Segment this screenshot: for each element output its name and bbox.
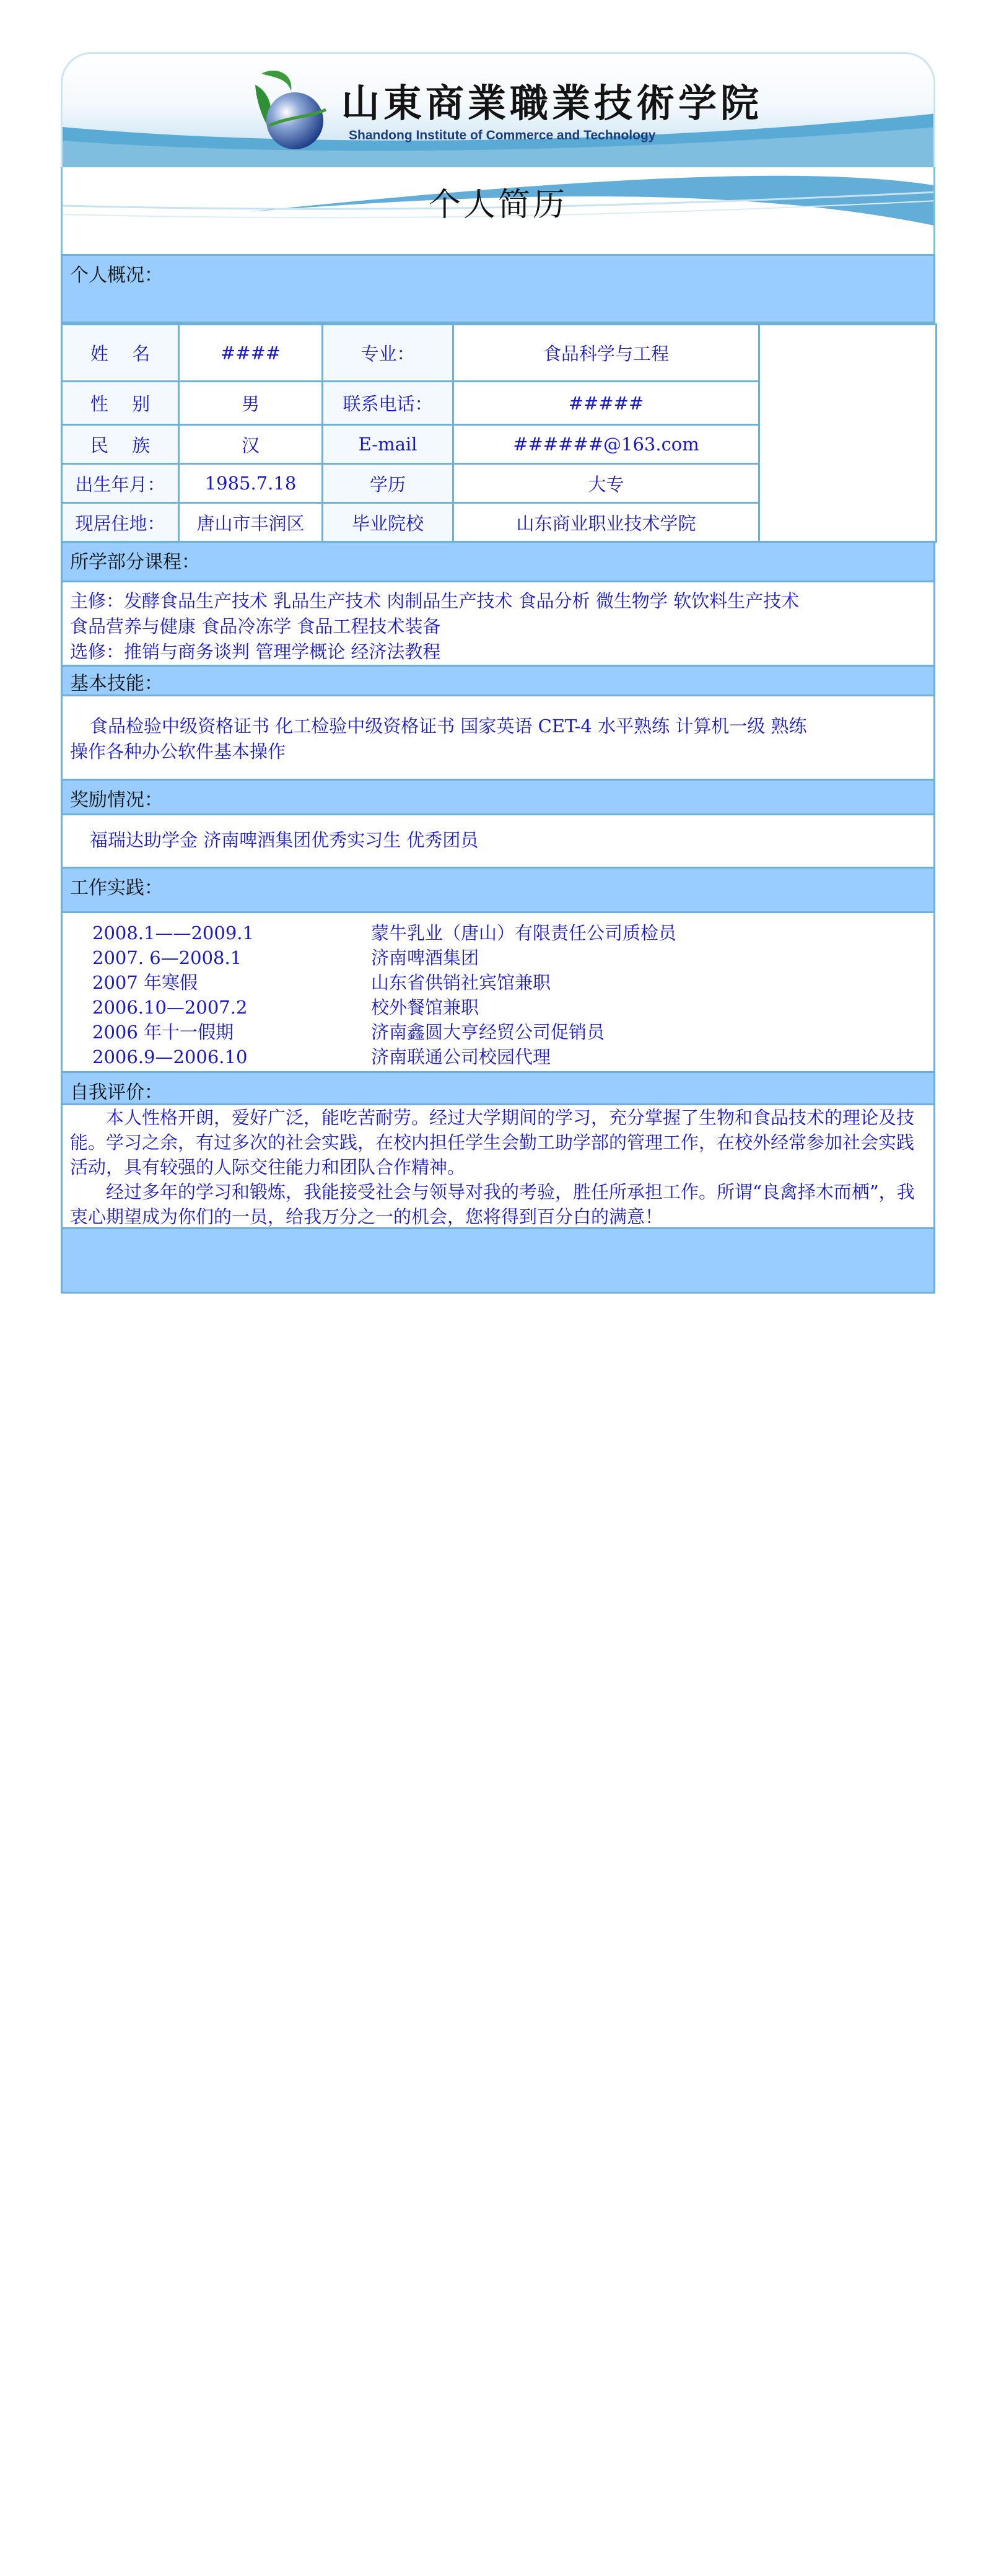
name-value: #### bbox=[179, 325, 323, 382]
self-eval-paragraph: 本人性格开朗，爱好广泛，能吃苦耐劳。经过大学期间的学习，充分掌握了生物和食品技术的理论及技能。学习之余，有过多次的社会实践，在校内担任学生会勤工助学部的管理工作，在校外经常参加社会实践活动，具有较强的人际交往能力和团队合作精神。 bbox=[70, 1107, 915, 1178]
section-title-overview: 个人概况： bbox=[70, 265, 163, 286]
section-bar-work bbox=[61, 869, 935, 913]
gender-value: 男 bbox=[179, 382, 323, 425]
work-row bbox=[70, 970, 926, 995]
section-bar-skills bbox=[61, 667, 935, 696]
skills-line: 食品检验中级资格证书 化工检验中级资格证书 国家英语 CET-4 水平熟练 计算机一级 熟练 bbox=[90, 716, 807, 737]
page-title: 个人简历 bbox=[428, 186, 567, 224]
name-label: 姓 名 bbox=[62, 325, 179, 382]
school-value: 山东商业职业技术学院 bbox=[453, 503, 759, 542]
section-bar-overview bbox=[61, 254, 935, 323]
ethnic-label: 民 族 bbox=[62, 425, 179, 464]
work-row bbox=[70, 1020, 926, 1045]
skills-box bbox=[61, 696, 935, 781]
work-row bbox=[70, 921, 926, 945]
birth-value: 1985.7.18 bbox=[179, 464, 323, 503]
resume-sheet bbox=[61, 52, 935, 1294]
work-row bbox=[70, 945, 926, 970]
section-title-courses: 所学部分课程： bbox=[70, 551, 200, 573]
address-label: 现居住地： bbox=[62, 503, 179, 542]
major-value: 食品科学与工程 bbox=[453, 325, 759, 382]
self-eval-paragraph-2: 经过多年的学习和锻炼，我能接受社会与领导对我的考验，胜任所承担工作。所谓“良禽择木而栖”，我衷心期望成为你们的一员，给我万分之一的机会，您将得到百分白的满意！ bbox=[70, 1181, 915, 1227]
phone-label: 联系电话： bbox=[323, 382, 453, 425]
self-eval-box bbox=[61, 1105, 935, 1229]
section-bar-self-eval bbox=[61, 1073, 935, 1105]
section-bar-courses bbox=[61, 543, 935, 582]
major-label: 专业： bbox=[323, 325, 453, 382]
school-name-chinese: 山東商業職業技術学院 bbox=[341, 81, 763, 126]
work-row bbox=[70, 1045, 926, 1069]
education-label: 学历 bbox=[323, 464, 453, 503]
work-place: 校外餐馆兼职 bbox=[371, 997, 479, 1018]
awards-box bbox=[61, 815, 935, 869]
elective-courses-line: 选修：推销与商务谈判 管理学概论 经济法教程 bbox=[70, 641, 441, 662]
email-value: ######@163.com bbox=[453, 425, 759, 464]
section-title-self-eval: 自我评价： bbox=[70, 1082, 163, 1103]
work-date: 2007 年寒假 bbox=[92, 972, 198, 993]
header-banner bbox=[61, 52, 935, 167]
ethnic-value: 汉 bbox=[179, 425, 323, 464]
gender-label: 性 别 bbox=[62, 382, 179, 425]
section-title-skills: 基本技能： bbox=[70, 673, 163, 694]
courses-box bbox=[61, 582, 935, 667]
work-date: 2006.9—2006.10 bbox=[92, 1046, 248, 1067]
section-bar-awards bbox=[61, 781, 935, 815]
work-date: 2006.10—2007.2 bbox=[92, 997, 248, 1018]
work-place: 山东省供销社宾馆兼职 bbox=[371, 972, 551, 993]
major-courses-line: 主修：发酵食品生产技术 乳品生产技术 肉制品生产技术 食品分析 微生物学 软饮料生产技术 bbox=[70, 590, 800, 611]
title-area bbox=[61, 167, 935, 254]
work-place: 济南啤酒集团 bbox=[371, 947, 479, 968]
work-place: 蒙牛乳业（唐山）有限责任公司质检员 bbox=[371, 922, 677, 944]
email-label: E-mail bbox=[323, 425, 453, 464]
major-courses-line-2: 食品营养与健康 食品冷冻学 食品工程技术装备 bbox=[70, 616, 441, 637]
work-place: 济南鑫圆大亨经贸公司促销员 bbox=[371, 1022, 605, 1043]
skills-line-2: 操作各种办公软件基本操作 bbox=[70, 741, 286, 762]
footer-bar bbox=[61, 1229, 935, 1294]
school-logo-icon bbox=[250, 66, 331, 153]
work-date: 2007. 6—2008.1 bbox=[92, 947, 242, 968]
work-row bbox=[70, 995, 926, 1020]
work-date: 2006 年十一假期 bbox=[92, 1022, 234, 1043]
work-box bbox=[61, 913, 935, 1073]
section-title-work: 工作实践： bbox=[70, 877, 163, 899]
address-value: 唐山市丰润区 bbox=[179, 503, 323, 542]
section-title-awards: 奖励情况： bbox=[70, 789, 163, 811]
awards-line: 福瑞达助学金 济南啤酒集团优秀实习生 优秀团员 bbox=[90, 830, 479, 851]
work-date: 2008.1——2009.1 bbox=[92, 922, 254, 944]
education-value: 大专 bbox=[453, 464, 759, 503]
school-label: 毕业院校 bbox=[323, 503, 453, 542]
work-place: 济南联通公司校园代理 bbox=[371, 1046, 551, 1067]
phone-value: ##### bbox=[453, 382, 759, 425]
school-name-english: Shandong Institute of Commerce and Technology bbox=[349, 128, 656, 142]
personal-info-table bbox=[61, 323, 937, 543]
birth-label: 出生年月： bbox=[62, 464, 179, 503]
photo-placeholder bbox=[759, 325, 937, 542]
